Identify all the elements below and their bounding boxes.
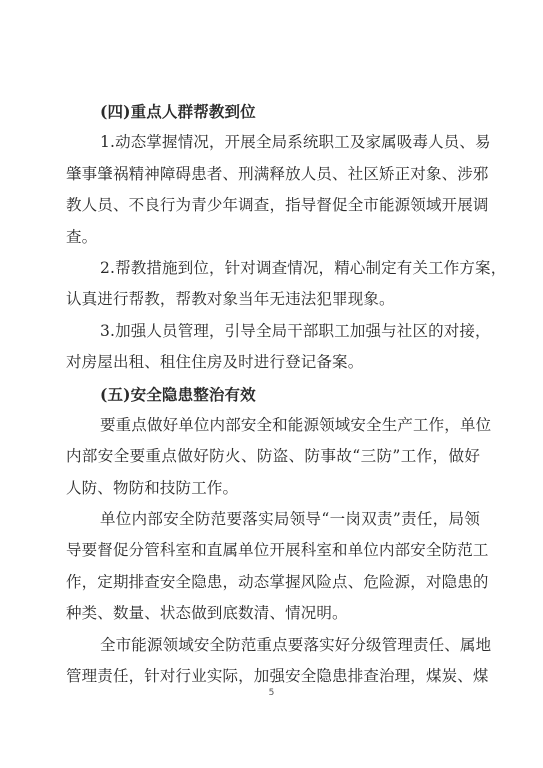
paragraph-line: 要重点做好单位内部安全和能源领域安全生产工作，单位 xyxy=(100,415,492,434)
paragraph-line: 导要督促分管科室和直属单位开展科室和单位内部安全防范工 xyxy=(66,541,489,560)
paragraph-item-2 xyxy=(66,253,507,316)
paragraph-line: 教人员、不良行为青少年调查，指导督促全市能源领域开展调 xyxy=(66,196,489,215)
paragraph-line: 管理责任，针对行业实际，加强安全隐患排查治理，煤炭、煤 xyxy=(66,667,489,686)
paragraph-line: 全市能源领域安全防范重点要落实好分级管理责任、属地 xyxy=(100,635,492,654)
paragraph-safety-intro xyxy=(66,410,492,504)
paragraph-item-1 xyxy=(66,127,491,253)
paragraph-line: 单位内部安全防范要落实局领导“一岗双责”责任，局领 xyxy=(100,510,480,529)
paragraph-line: 3.加强人员管理，引导全局干部职工加强与社区的对接， xyxy=(100,321,491,340)
paragraph-line: 作，定期排查安全隐患，动态掌握风险点、危险源，对隐患的 xyxy=(66,572,489,591)
paragraph-line: 内部安全要重点做好防火、防盗、防事故“三防”工作，做好 xyxy=(66,447,480,466)
paragraph-internal-safety xyxy=(66,504,489,630)
paragraph-line: 1.动态掌握情况，开展全局系统职工及家属吸毒人员、易 xyxy=(100,133,491,152)
document-body xyxy=(66,96,507,692)
section-heading-5: (五)安全隐患整治有效 xyxy=(100,384,256,404)
paragraph-line: 种类、数量、状态做到底数清、情况明。 xyxy=(66,604,348,623)
paragraph-line: 查。 xyxy=(66,227,98,246)
paragraph-energy-safety xyxy=(66,630,492,693)
paragraph-line: 认真进行帮教，帮教对象当年无违法犯罪现象。 xyxy=(66,290,395,309)
page-number: 5 xyxy=(268,688,275,698)
section-heading-4: (四)重点人群帮教到位 xyxy=(100,102,256,121)
paragraph-line: 人防、物防和技防工作。 xyxy=(66,478,239,497)
paragraph-line: 对房屋出租、租住住房及时进行登记备案。 xyxy=(66,353,364,372)
paragraph-line: 2.帮教措施到位，针对调查情况，精心制定有关工作方案， xyxy=(100,258,507,277)
paragraph-item-3 xyxy=(66,316,491,379)
paragraph-line: 肇事肇祸精神障碍患者、刑满释放人员、社区矫正对象、涉邪 xyxy=(66,164,489,183)
